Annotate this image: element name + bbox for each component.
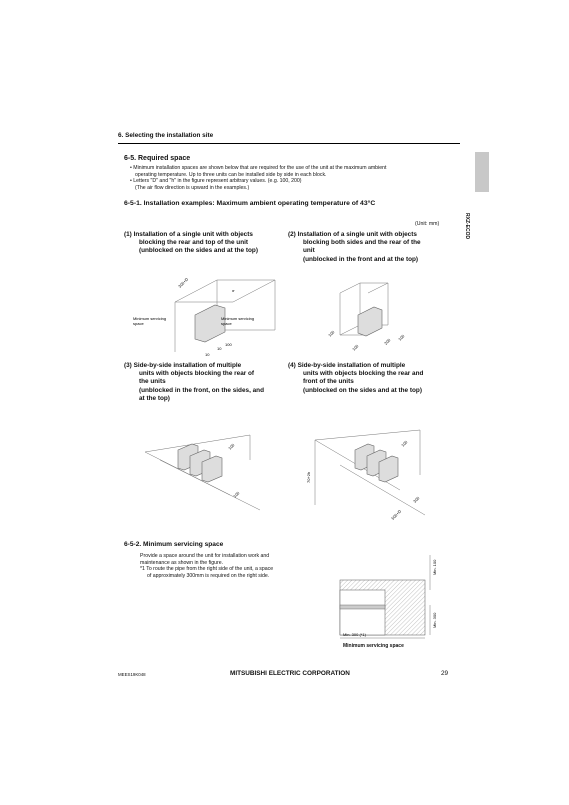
fig1-min-left2: space <box>133 321 144 326</box>
fig4-dim-c: 500+D <box>390 508 403 521</box>
servicing-figure <box>335 550 450 645</box>
fig4-dim-b: 70+2h <box>306 471 311 483</box>
required-space-text: • Minimum installation spaces are shown below that are required for the use of the unit at the maximum ambient operating temperature. Up to three units can be installed side by side in each block. • Letters "D" and "h" in the figure represent arbitrary values. (e.g. 100, 200) (The air flow direction is upward in the examples.) <box>130 165 387 191</box>
examples-heading: 6-5-1. Installation examples: Maximum ambient operating temperature of 43°C <box>124 200 376 207</box>
fig2-dim-b: 100 <box>351 343 360 352</box>
fig1-min-right: Minimum servicing <box>221 316 255 321</box>
example-1-title: (1) Installation of a single unit with objects blocking the rear and top of the unit (unblocked on the sides and at the top) <box>124 231 258 255</box>
example-3-title: (3) Side-by-side installation of multiple units with objects blocking the rear of the units (unblocked in the front, on the sides, and at the top) <box>124 362 264 402</box>
fig4-dim-a: 100 <box>400 439 409 448</box>
servicing-text: Provide a space around the unit for installation work and maintenance as shown in the figure. *1 To route the pipe from the right side of the unit, a space of approximately 300mm is required on the right side. <box>140 553 274 579</box>
section-title: 6. Selecting the installation site <box>118 132 214 139</box>
unit-note: (Unit: mm) <box>415 221 440 227</box>
fig1-dim-c: 10 <box>205 352 210 357</box>
servicing-min-right: Min. 300 <box>432 612 437 628</box>
figure-1 <box>125 270 285 360</box>
fig2-dim-a: 100 <box>327 329 336 338</box>
example-2-title: (2) Installation of a single unit with objects blocking both sides and the rear of the unit (unblocked in the front and at the top) <box>288 231 421 263</box>
fig1-min-left: Minimum servicing <box>133 316 167 321</box>
fig4-dim-d: 300 <box>412 495 421 504</box>
header-rule <box>118 143 460 144</box>
footer-code: MEES19K048 <box>118 672 146 677</box>
fig2-dim-d: 100 <box>397 333 406 342</box>
fig1-dim-e: 100 <box>225 342 232 347</box>
servicing-heading: 6-5-2. Minimum servicing space <box>124 541 224 548</box>
figure-3 <box>140 430 270 520</box>
example-4-title: (4) Side-by-side installation of multiple units with objects blocking the rear and front of the units (unblocked on the sides and at the top) <box>288 362 424 394</box>
fig1-dim-a: 300+D <box>177 276 190 289</box>
fig1-min-right2: space <box>221 321 232 326</box>
fig1-dim-b: h <box>231 290 236 293</box>
fig1-dim-d: 10 <box>217 346 222 351</box>
fig3-dim-a: 100 <box>227 442 236 451</box>
side-label: RXZ-ECOD <box>464 213 470 240</box>
servicing-min-top: Min. 100 <box>432 559 437 575</box>
page-number: 29 <box>441 670 449 677</box>
fig3-dim-b: 100 <box>232 490 241 499</box>
required-space-heading: 6-5. Required space <box>124 155 191 162</box>
footer-company: MITSUBISHI ELECTRIC CORPORATION <box>230 670 350 677</box>
servicing-min-bottom: Min. 300 (*1) <box>343 632 366 637</box>
figure-2 <box>320 265 420 360</box>
fig2-dim-c: 200 <box>383 337 392 346</box>
figure-4 <box>300 425 440 525</box>
side-tab <box>475 152 489 192</box>
servicing-caption: Minimum servicing space <box>343 643 404 649</box>
